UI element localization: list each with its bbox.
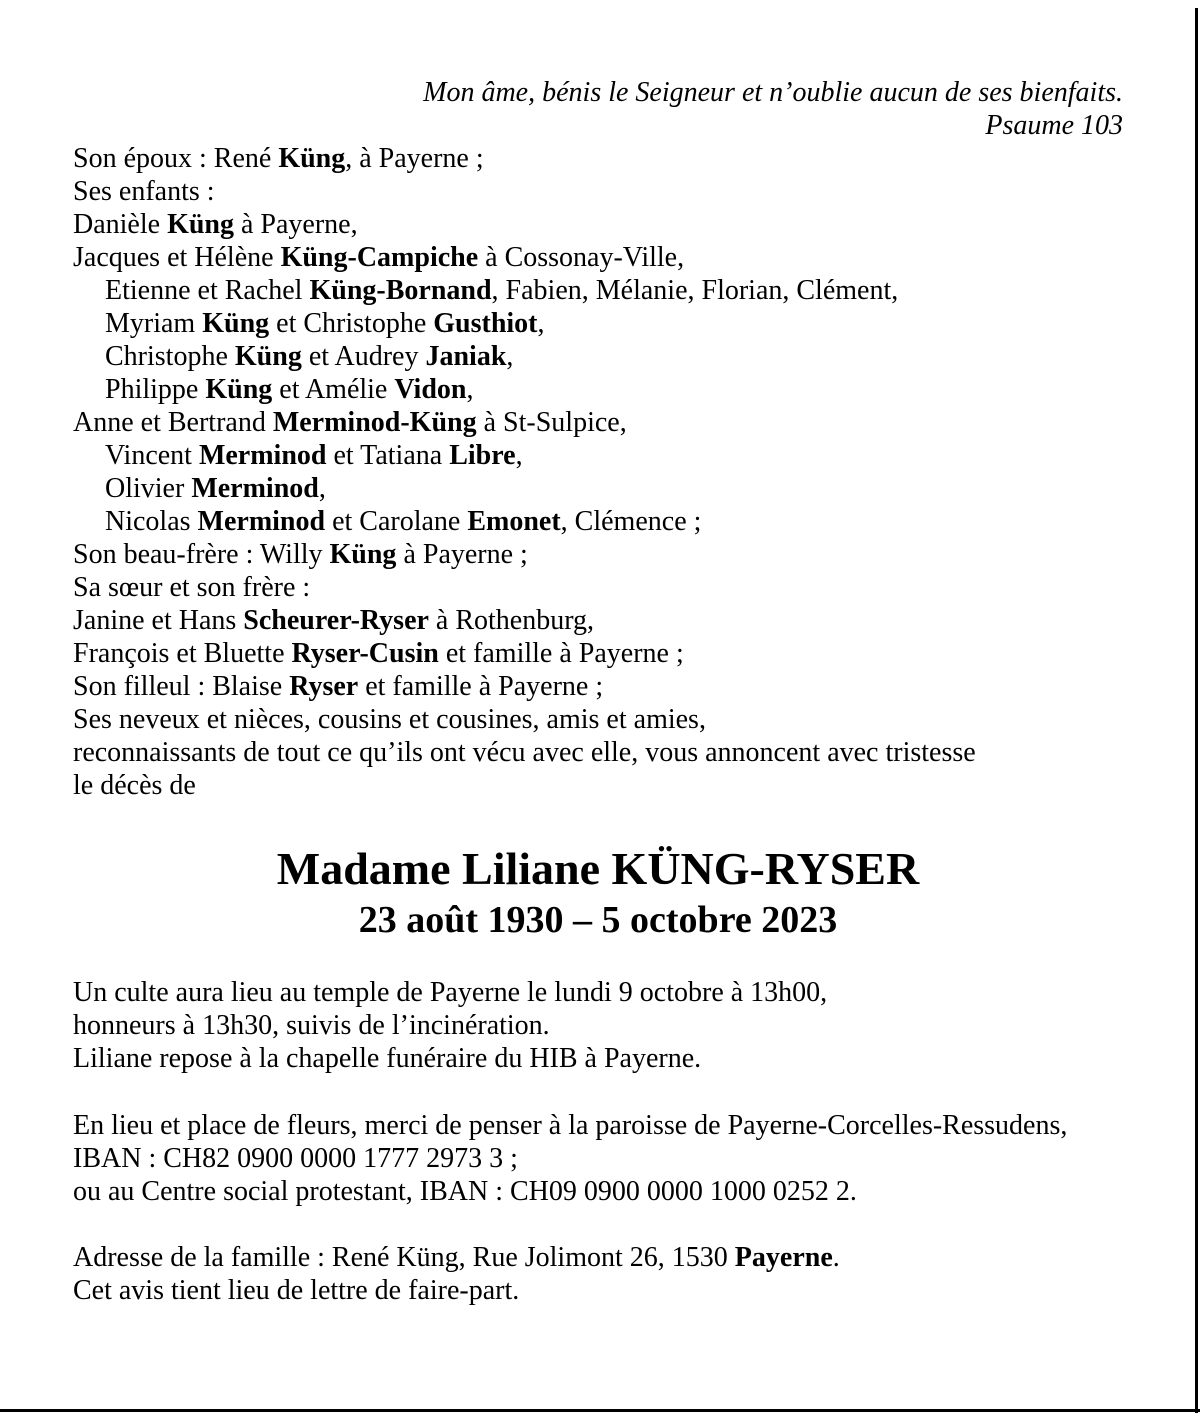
text-segment: honneurs à 13h30, suivis de l’incinération. [73, 1010, 550, 1041]
text-segment: , [506, 341, 514, 372]
text-segment: , [537, 308, 545, 339]
text-segment: Myriam [105, 308, 203, 339]
text-segment: En lieu et place de fleurs, merci de penser à la paroisse de Payerne-Corcelles-Ressudens, [73, 1110, 1068, 1141]
family-address [73, 1241, 1123, 1307]
bold-text-segment: Scheurer-Ryser [243, 605, 429, 636]
text-segment: et Audrey [301, 341, 426, 372]
bold-text-segment: Vidon [394, 374, 467, 405]
text-segment: Un culte aura lieu au temple de Payerne le lundi 9 octobre à 13h00, [73, 977, 828, 1008]
text-segment: Olivier [105, 473, 192, 504]
epigraph-quote: Mon âme, bénis le Seigneur et n’oublie aucun de ses bienfaits. [423, 77, 1123, 108]
text-segment: , Fabien, Mélanie, Florian, Clément, [491, 275, 899, 306]
text-segment: et Amélie [272, 374, 395, 405]
bold-text-segment: Küng [234, 341, 302, 372]
text-segment: , [515, 440, 523, 471]
text-line [73, 307, 1123, 340]
bold-text-segment: Küng [329, 539, 397, 570]
scan-border-right [1195, 8, 1198, 1413]
text-segment: reconnaissants de tout ce qu’ils ont vécu avec elle, vous annoncent avec tristesse [73, 737, 976, 768]
epigraph [73, 76, 1123, 142]
text-line [73, 1142, 1123, 1175]
text-segment: IBAN : CH82 0900 0000 1777 2973 3 ; [73, 1143, 518, 1174]
text-line [73, 769, 1123, 802]
life-dates: 23 août 1930 – 5 octobre 2023 [358, 899, 838, 941]
text-line [73, 1274, 1123, 1307]
text-line [73, 208, 1123, 241]
bold-text-segment: Küng-Bornand [309, 275, 492, 306]
text-segment: Etienne et Rachel [105, 275, 310, 306]
text-line [73, 241, 1123, 274]
text-segment: Ses enfants : [73, 176, 215, 207]
bold-text-segment: Merminod [197, 506, 326, 537]
text-line [73, 472, 1123, 505]
text-segment: , [318, 473, 326, 504]
text-line [73, 736, 1123, 769]
text-line [73, 175, 1123, 208]
bold-text-segment: Janiak [425, 341, 507, 372]
text-segment: Jacques et Hélène [73, 242, 281, 273]
text-line [73, 505, 1123, 538]
text-line [73, 274, 1123, 307]
text-segment: et Christophe [269, 308, 434, 339]
text-line [73, 340, 1123, 373]
text-segment: . [832, 1242, 840, 1273]
text-segment: Son filleul : Blaise [73, 671, 290, 702]
text-line [73, 571, 1123, 604]
bold-text-segment: Emonet [467, 506, 561, 537]
text-segment: et famille à Payerne ; [438, 638, 684, 669]
text-segment: Anne et Bertrand [73, 407, 273, 438]
text-segment: à Rothenburg, [428, 605, 595, 636]
text-line [73, 637, 1123, 670]
donation-details [73, 1109, 1123, 1208]
text-line [73, 1241, 1123, 1274]
text-segment: ou au Centre social protestant, IBAN : CH09 0900 0000 1000 0252 2. [73, 1176, 857, 1207]
text-segment: Danièle [73, 209, 168, 240]
text-line [73, 373, 1123, 406]
text-segment: Adresse de la famille : René Küng, Rue Jolimont 26, 1530 [73, 1242, 735, 1273]
text-segment: à Cossonay-Ville, [478, 242, 685, 273]
text-segment: le décès de [73, 770, 196, 801]
bold-text-segment: Ryser-Cusin [291, 638, 439, 669]
text-segment: et Tatiana [326, 440, 450, 471]
text-segment: Cet avis tient lieu de lettre de faire-part. [73, 1275, 520, 1306]
text-line [73, 670, 1123, 703]
text-line [73, 142, 1123, 175]
bold-text-segment: Ryser [289, 671, 359, 702]
text-segment: à Payerne ; [396, 539, 528, 570]
text-segment: Vincent [105, 440, 199, 471]
bold-text-segment: Gusthiot [433, 308, 538, 339]
family-announcement [73, 142, 1123, 802]
text-segment: à Payerne, [234, 209, 358, 240]
epigraph-source: Psaume 103 [985, 110, 1123, 141]
text-line [73, 439, 1123, 472]
text-line [73, 538, 1123, 571]
bold-text-segment: Libre [449, 440, 516, 471]
text-segment: et Carolane [325, 506, 468, 537]
text-segment: , [466, 374, 474, 405]
text-segment: Philippe [105, 374, 206, 405]
text-segment: et famille à Payerne ; [358, 671, 604, 702]
deceased-name: Madame Liliane KÜNG-RYSER [276, 843, 920, 894]
bold-text-segment: Merminod-Küng [272, 407, 477, 438]
text-line [73, 1009, 1123, 1042]
text-line [73, 1175, 1123, 1208]
ceremony-details [73, 976, 1123, 1075]
text-segment: Ses neveux et nièces, cousins et cousines, amis et amies, [73, 704, 706, 735]
text-segment: Sa sœur et son frère : [73, 572, 311, 603]
text-segment: Nicolas [105, 506, 198, 537]
text-segment: Son beau-frère : Willy [73, 539, 330, 570]
text-line [73, 406, 1123, 439]
text-segment: à St-Sulpice, [476, 407, 627, 438]
text-segment: François et Bluette [73, 638, 292, 669]
text-segment: , à Payerne ; [345, 143, 484, 174]
bold-text-segment: Merminod [198, 440, 327, 471]
bold-text-segment: Küng [205, 374, 273, 405]
bold-text-segment: Küng-Campiche [280, 242, 479, 273]
bold-text-segment: Küng [278, 143, 346, 174]
text-segment: Christophe [105, 341, 235, 372]
text-segment: Liliane repose à la chapelle funéraire du HIB à Payerne. [73, 1043, 702, 1074]
text-line [73, 1042, 1123, 1075]
text-line [73, 976, 1123, 1009]
text-line [73, 1109, 1123, 1142]
bold-text-segment: Küng [167, 209, 234, 240]
scan-border-bottom [0, 1409, 1200, 1412]
text-segment: Janine et Hans [73, 605, 244, 636]
bold-text-segment: Küng [202, 308, 270, 339]
text-segment: , Clémence ; [560, 506, 702, 537]
text-segment: Son époux : René [73, 143, 279, 174]
bold-text-segment: Payerne [734, 1242, 833, 1273]
text-line [73, 604, 1123, 637]
text-line [73, 703, 1123, 736]
bold-text-segment: Merminod [191, 473, 319, 504]
